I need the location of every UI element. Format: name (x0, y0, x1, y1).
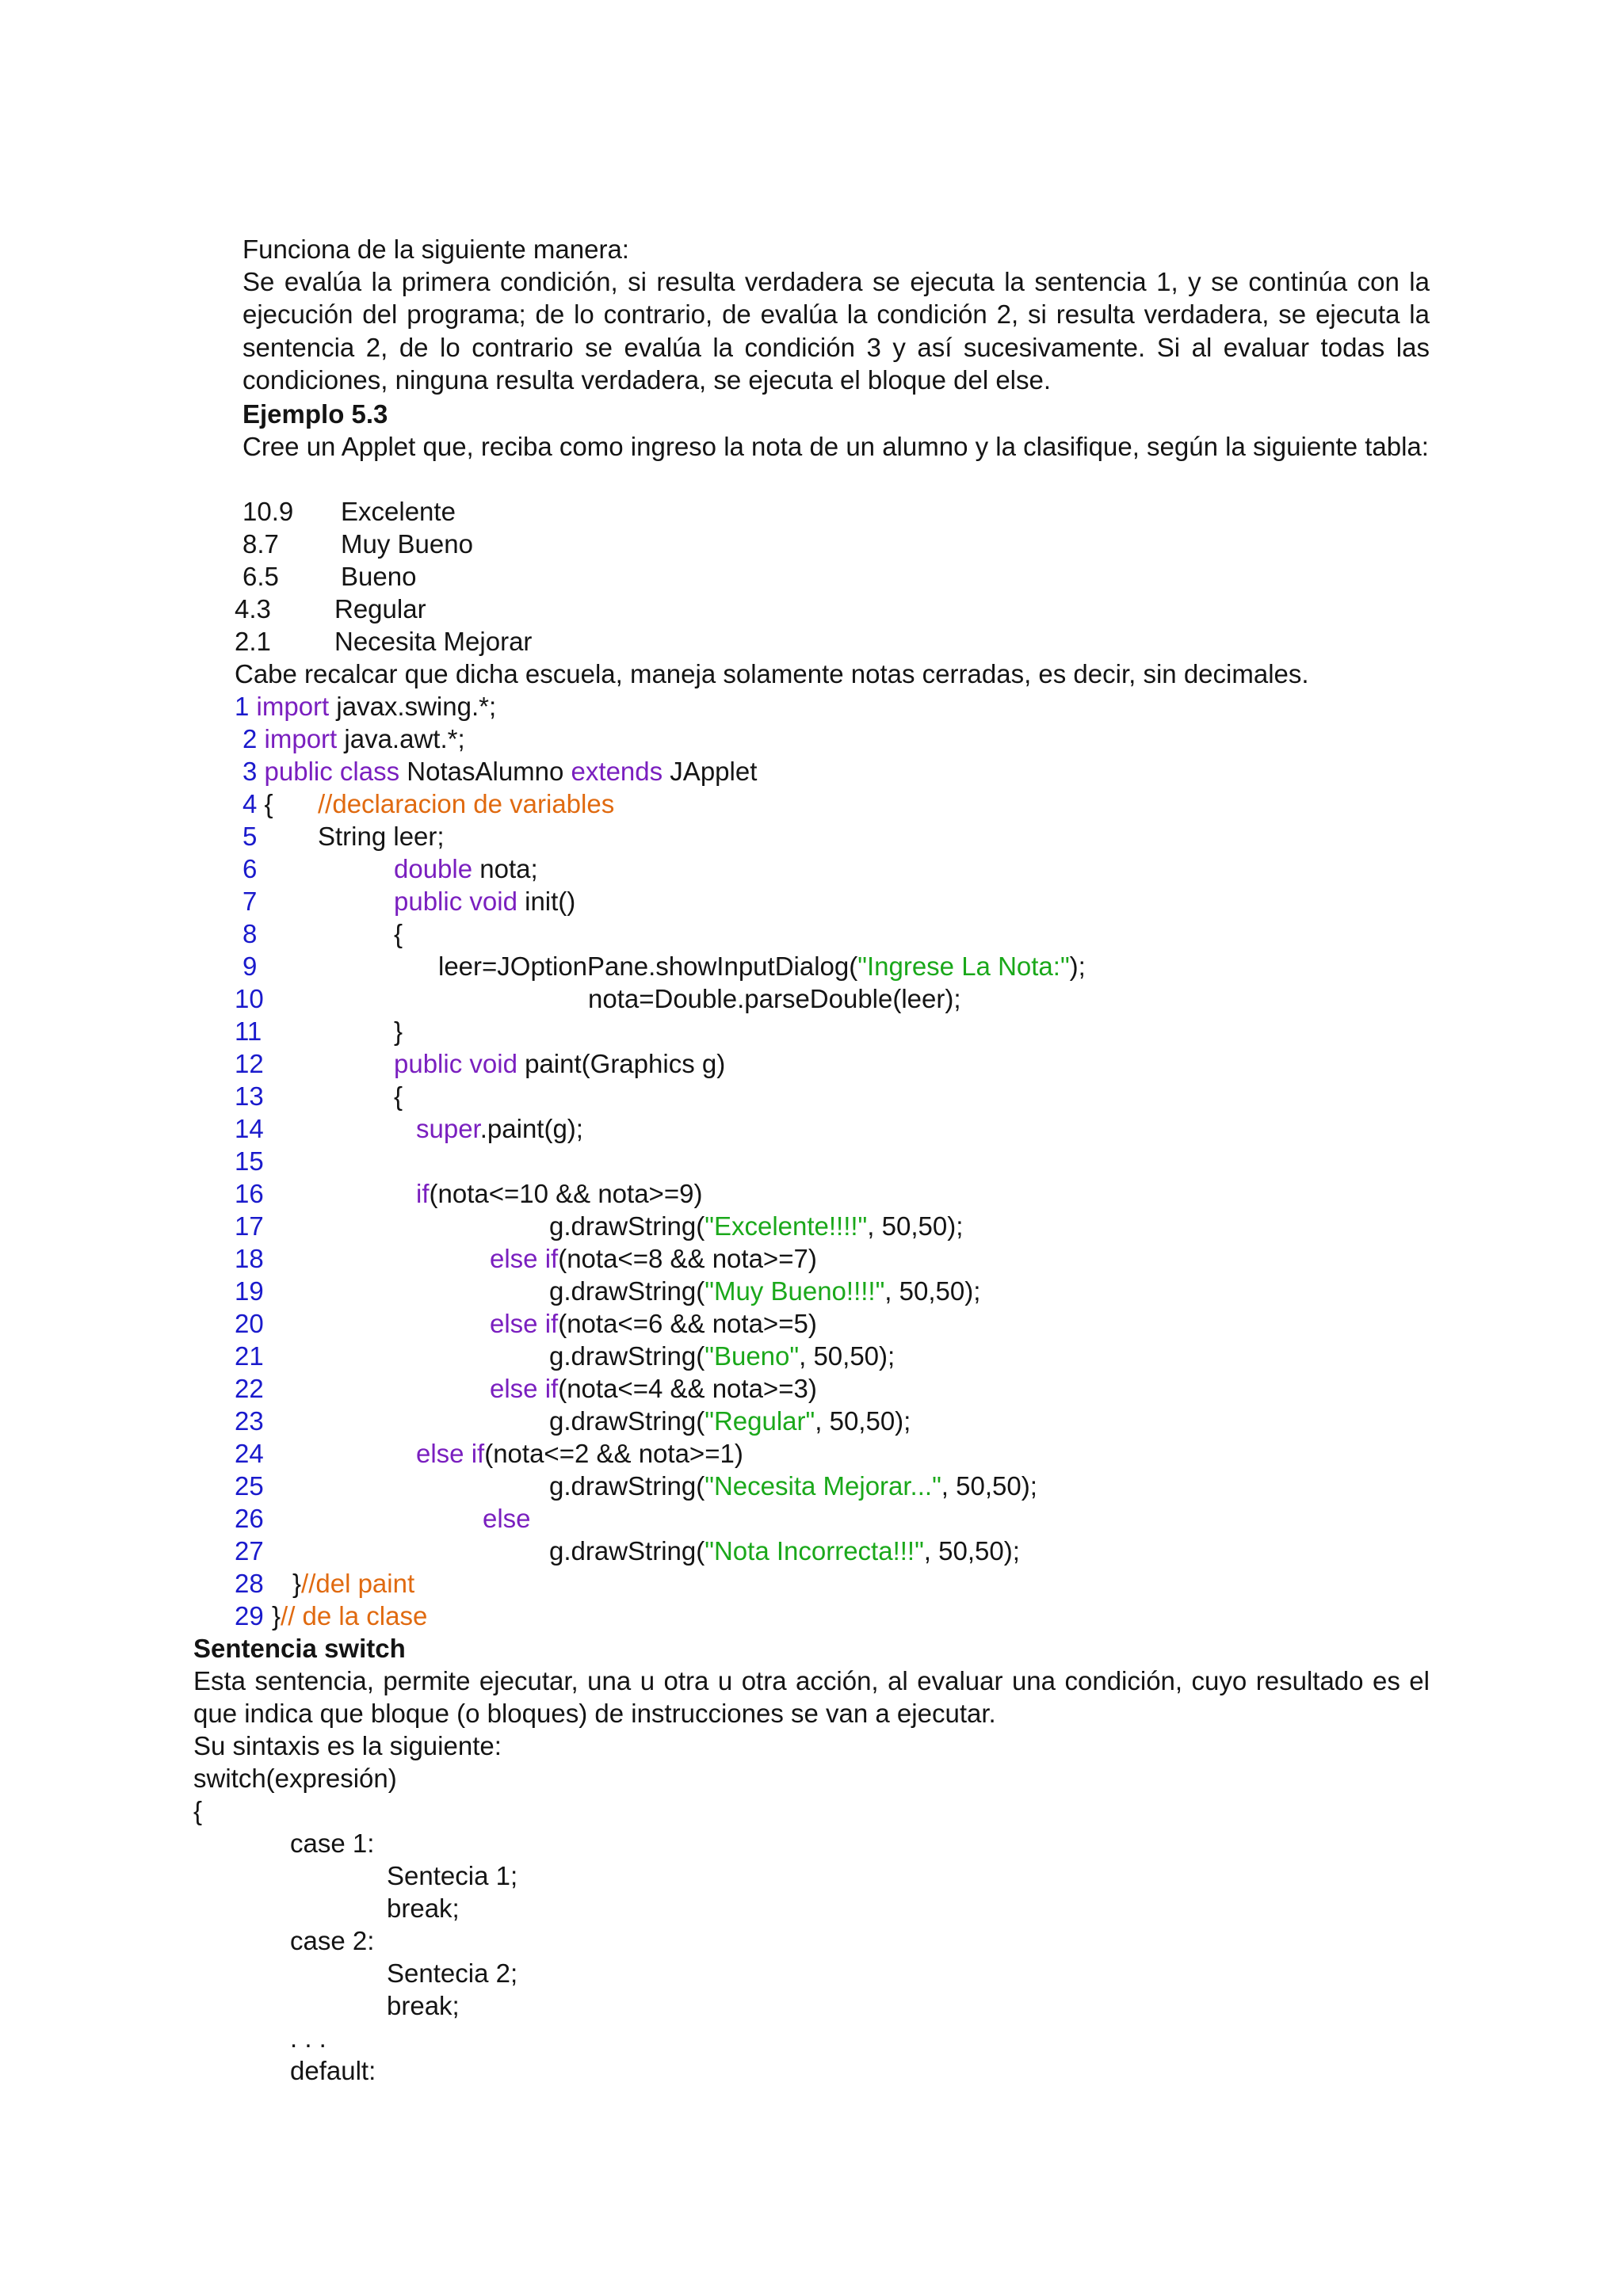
code-text: g.drawString( (549, 1211, 705, 1241)
code-text: paint(Graphics g) (517, 1049, 726, 1078)
code-text: g.drawString( (549, 1276, 705, 1306)
code-keyword: public void (394, 887, 517, 916)
table-label: Regular (334, 594, 426, 624)
line-number: 22 (235, 1374, 264, 1403)
code-keyword: double (394, 854, 473, 883)
code-line (490, 1307, 817, 1340)
line-number: 29 (235, 1601, 264, 1630)
table-label: Excelente (341, 497, 456, 526)
code-text: nota=Double.parseDouble(leer); (588, 984, 961, 1013)
code-text: , 50,50); (799, 1341, 896, 1371)
section-heading: Sentencia switch (193, 1634, 406, 1663)
line-number: 19 (235, 1276, 264, 1306)
syntax-line: default: (290, 2056, 376, 2085)
line-number: 26 (235, 1504, 264, 1533)
example-prompt: Cree un Applet que, reciba como ingreso la nota de un alumno y la clasifique, según la siguiente tabla: (242, 432, 1429, 461)
code-text: ); (1069, 952, 1086, 981)
code-line (490, 1372, 817, 1405)
example-heading: Ejemplo 5.3 (242, 399, 388, 429)
code-text: (nota<=10 && nota>=9) (429, 1179, 703, 1208)
code-text: , 50,50); (867, 1211, 964, 1241)
line-number: 16 (235, 1179, 264, 1208)
table-range: 10.9 (242, 497, 294, 526)
line-number: 17 (235, 1211, 264, 1241)
line-number: 5 (242, 822, 258, 851)
switch-paragraph: Esta sentencia, permite ejecutar, una u otra u otra acción, al evaluar una condición, cuyo resultado es el que indica que bloque (o bloques) de instrucciones se van a ejecutar. (193, 1666, 1430, 1729)
table-range: 6.5 (242, 562, 279, 591)
code-text: g.drawString( (549, 1341, 705, 1371)
line-number: 2 (242, 724, 258, 753)
syntax-line: Sentecia 2; (387, 1958, 518, 1988)
syntax-line: case 2: (290, 1926, 375, 1955)
code-line (416, 1112, 583, 1145)
line-number: 24 (235, 1439, 264, 1468)
line-number: 25 (235, 1471, 264, 1501)
table-range: 2.1 (235, 627, 271, 656)
line-number: 1 (235, 692, 250, 721)
code-string: "Excelente!!!!" (705, 1211, 868, 1241)
line-number: 10 (235, 984, 264, 1013)
code-text: (nota<=8 && nota>=7) (558, 1244, 817, 1273)
code-line (549, 1470, 1037, 1502)
code-keyword: else if (416, 1439, 485, 1468)
syntax-line: case 1: (290, 1829, 375, 1858)
code-text: (nota<=2 && nota>=1) (484, 1439, 743, 1468)
code-text: NotasAlumno (399, 757, 571, 786)
code-line (235, 690, 496, 723)
line-number: 18 (235, 1244, 264, 1273)
code-line (242, 723, 465, 755)
code-line (242, 755, 757, 788)
code-string: "Bueno" (705, 1341, 800, 1371)
code-keyword: else if (490, 1244, 559, 1273)
code-text: { (394, 919, 403, 948)
code-comment: //declaracion de variables (318, 789, 615, 818)
code-text: } (394, 1016, 403, 1046)
code-text: } (292, 1569, 302, 1598)
code-text: , 50,50); (923, 1536, 1020, 1566)
code-line (394, 852, 538, 885)
line-number: 15 (235, 1146, 264, 1176)
code-keyword: else if (490, 1309, 559, 1338)
code-line (416, 1437, 743, 1470)
line-number: 28 (235, 1569, 264, 1598)
code-text: } (272, 1601, 281, 1630)
code-keyword: public class (264, 757, 400, 786)
code-text: g.drawString( (549, 1536, 705, 1566)
line-number: 11 (235, 1016, 262, 1046)
code-line (438, 950, 1086, 982)
code-string: "Regular" (705, 1406, 815, 1436)
code-line (549, 1275, 980, 1307)
code-text: leer=JOptionPane.showInputDialog( (438, 952, 858, 981)
line-number: 23 (235, 1406, 264, 1436)
table-label: Muy Bueno (341, 529, 473, 559)
code-comment: // de la clase (281, 1601, 428, 1630)
code-text: javax.swing.*; (329, 692, 497, 721)
code-string: "Muy Bueno!!!!" (705, 1276, 885, 1306)
line-number: 13 (235, 1081, 264, 1111)
syntax-line: break; (387, 1894, 460, 1923)
line-number: 3 (242, 757, 258, 786)
syntax-intro: Su sintaxis es la siguiente: (193, 1731, 502, 1760)
code-text: g.drawString( (549, 1471, 705, 1501)
line-number: 14 (235, 1114, 264, 1143)
table-label: Necesita Mejorar (334, 627, 533, 656)
code-keyword: super (416, 1114, 480, 1143)
code-text: { (264, 789, 273, 818)
example-note: Cabe recalcar que dicha escuela, maneja solamente notas cerradas, es decir, sin decimales. (235, 659, 1309, 688)
line-number: 7 (242, 887, 258, 916)
code-text: java.awt.*; (337, 724, 465, 753)
intro-line: Funciona de la siguiente manera: (242, 235, 629, 264)
code-text: init() (517, 887, 576, 916)
code-line (292, 1567, 414, 1600)
line-number: 6 (242, 854, 258, 883)
line-number: 12 (235, 1049, 264, 1078)
line-number: 8 (242, 919, 258, 948)
code-line (490, 1242, 817, 1275)
code-keyword: import (256, 692, 330, 721)
code-text: nota; (472, 854, 538, 883)
line-number: 9 (242, 952, 258, 981)
code-keyword: if (416, 1179, 430, 1208)
code-keyword: public void (394, 1049, 517, 1078)
line-number: 20 (235, 1309, 264, 1338)
syntax-line: switch(expresión) (193, 1764, 397, 1793)
code-string: "Ingrese La Nota:" (857, 952, 1070, 981)
code-text: { (394, 1081, 403, 1111)
syntax-line: break; (387, 1991, 460, 2020)
syntax-line: Sentecia 1; (387, 1861, 518, 1890)
code-keyword: import (264, 724, 338, 753)
table-range: 8.7 (242, 529, 279, 559)
code-comment: //del paint (301, 1569, 415, 1598)
code-line (549, 1535, 1020, 1567)
code-line (549, 1405, 911, 1437)
code-text: (nota<=6 && nota>=5) (558, 1309, 817, 1338)
code-line (242, 788, 273, 820)
code-keyword: else if (490, 1374, 559, 1403)
code-line (416, 1177, 702, 1210)
syntax-line: . . . (290, 2023, 327, 2053)
code-string: "Nota Incorrecta!!!" (705, 1536, 924, 1566)
code-line (549, 1210, 963, 1242)
code-text: JApplet (663, 757, 758, 786)
code-keyword: else (483, 1504, 531, 1533)
code-text: , 50,50); (815, 1406, 911, 1436)
intro-paragraph: Se evalúa la primera condición, si resulta verdadera se ejecuta la sentencia 1, y se continúa con la ejecución del programa; de lo contrario, de evalúa la condición 2, si resulta verdadera, se ejecuta la sentencia 2, de lo contrario se evalúa la condición 3 y así sucesivamente. Si al evaluar todas las condiciones, ninguna resulta verdadera, se ejecuta el bloque del else. (242, 267, 1430, 395)
code-text: g.drawString( (549, 1406, 705, 1436)
table-range: 4.3 (235, 594, 271, 624)
line-number: 4 (242, 789, 258, 818)
syntax-line: { (193, 1796, 203, 1825)
line-number: 21 (235, 1341, 264, 1371)
code-text: (nota<=4 && nota>=3) (558, 1374, 817, 1403)
code-line (549, 1340, 895, 1372)
code-string: "Necesita Mejorar..." (705, 1471, 941, 1501)
code-text: String leer; (318, 822, 445, 851)
code-text: , 50,50); (941, 1471, 1037, 1501)
code-line (394, 1047, 725, 1080)
code-line (394, 885, 575, 917)
code-text: , 50,50); (884, 1276, 981, 1306)
line-number: 27 (235, 1536, 264, 1566)
table-label: Bueno (341, 562, 417, 591)
code-line (272, 1600, 427, 1632)
code-keyword: extends (571, 757, 663, 786)
code-text: .paint(g); (479, 1114, 583, 1143)
